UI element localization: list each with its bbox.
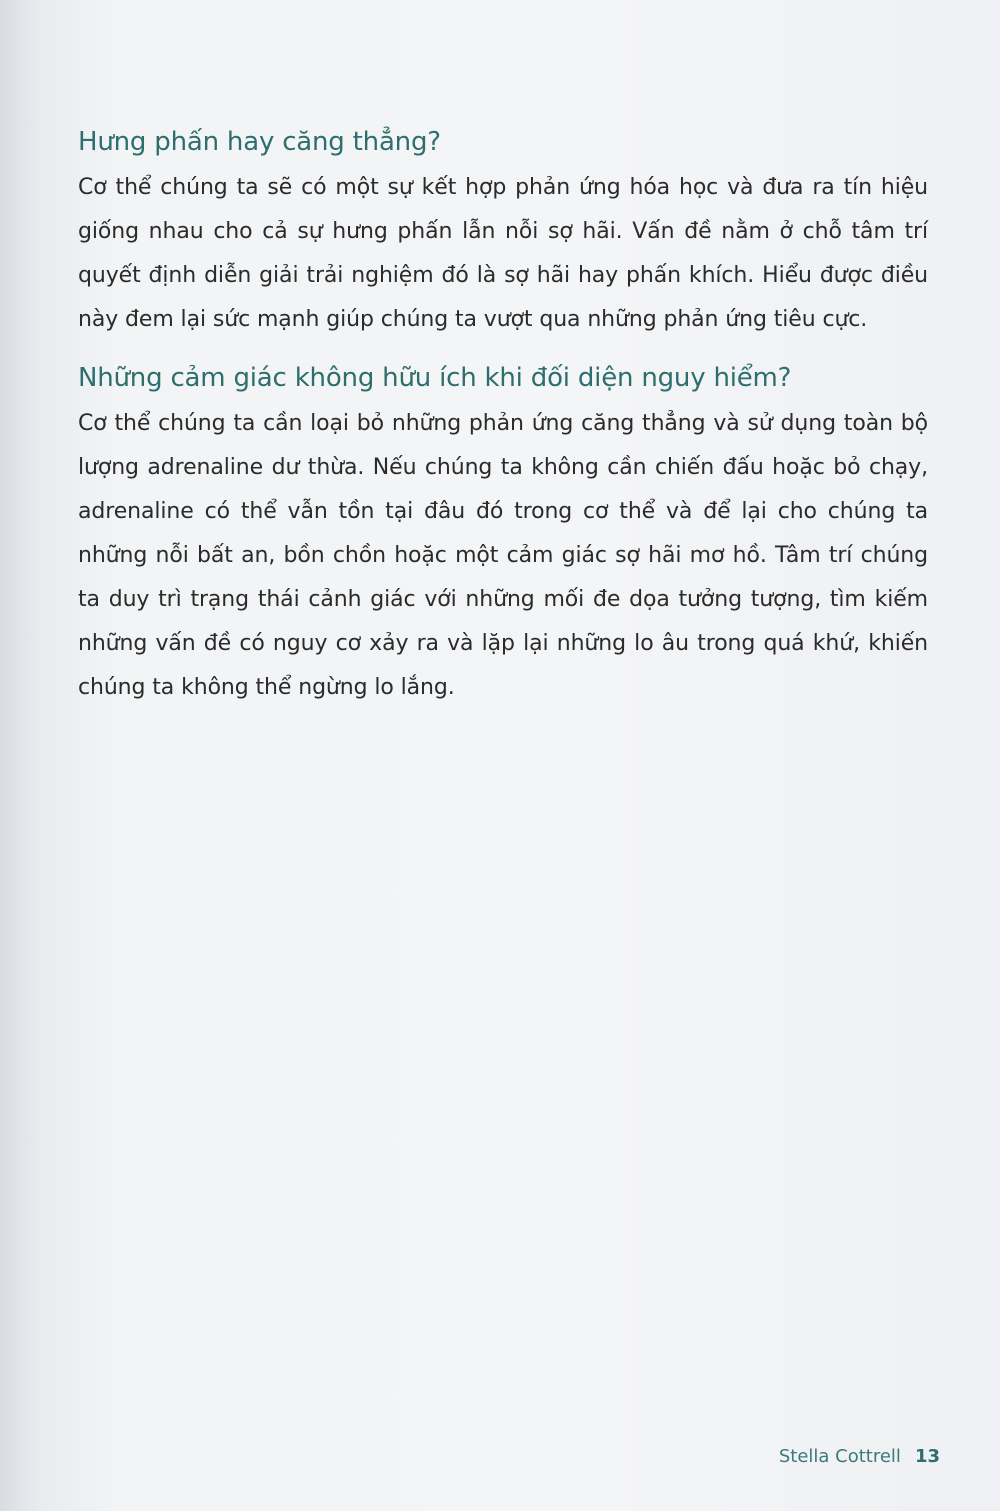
page-footer — [779, 1442, 940, 1472]
section-excitement-or-stress — [78, 122, 928, 342]
section-paragraph: Cơ thể chúng ta sẽ có một sự kết hợp phản ứng hóa học và đưa ra tín hiệu giống nhau cho cả sự hưng phấn lẫn nỗi sợ hãi. Vấn đề nằm ở chỗ tâm trí quyết định diễn giải trải nghiệm đó là sợ hãi hay phấn khích. Hiểu được điều này đem lại sức mạnh giúp chúng ta vượt qua những phản ứng tiêu cực. — [78, 175, 928, 332]
footer-author: Stella Cottrell — [778, 1446, 901, 1467]
section-heading: Hưng phấn hay căng thẳng? — [78, 127, 441, 157]
section-paragraph: Cơ thể chúng ta cần loại bỏ những phản ứng căng thẳng và sử dụng toàn bộ lượng adrenaline dư thừa. Nếu chúng ta không cần chiến đấu hoặc bỏ chạy, adrenaline có thể vẫn tồn tại đâu đó trong cơ thể và để lại cho chúng ta những nỗi bất an, bồn chồn hoặc một cảm giác sợ hãi mơ hồ. Tâm trí chúng ta duy trì trạng thái cảnh giác với những mối đe dọa tưởng tượng, tìm kiếm những vấn đề có nguy cơ xảy ra và lặp lại những lo âu trong quá khứ, khiến chúng ta không thể ngừng lo lắng. — [78, 411, 928, 700]
section-unhelpful-feelings — [78, 358, 928, 710]
page-number: 13 — [914, 1446, 940, 1467]
page-content — [78, 122, 928, 710]
section-heading: Những cảm giác không hữu ích khi đối diện nguy hiểm? — [78, 363, 792, 393]
